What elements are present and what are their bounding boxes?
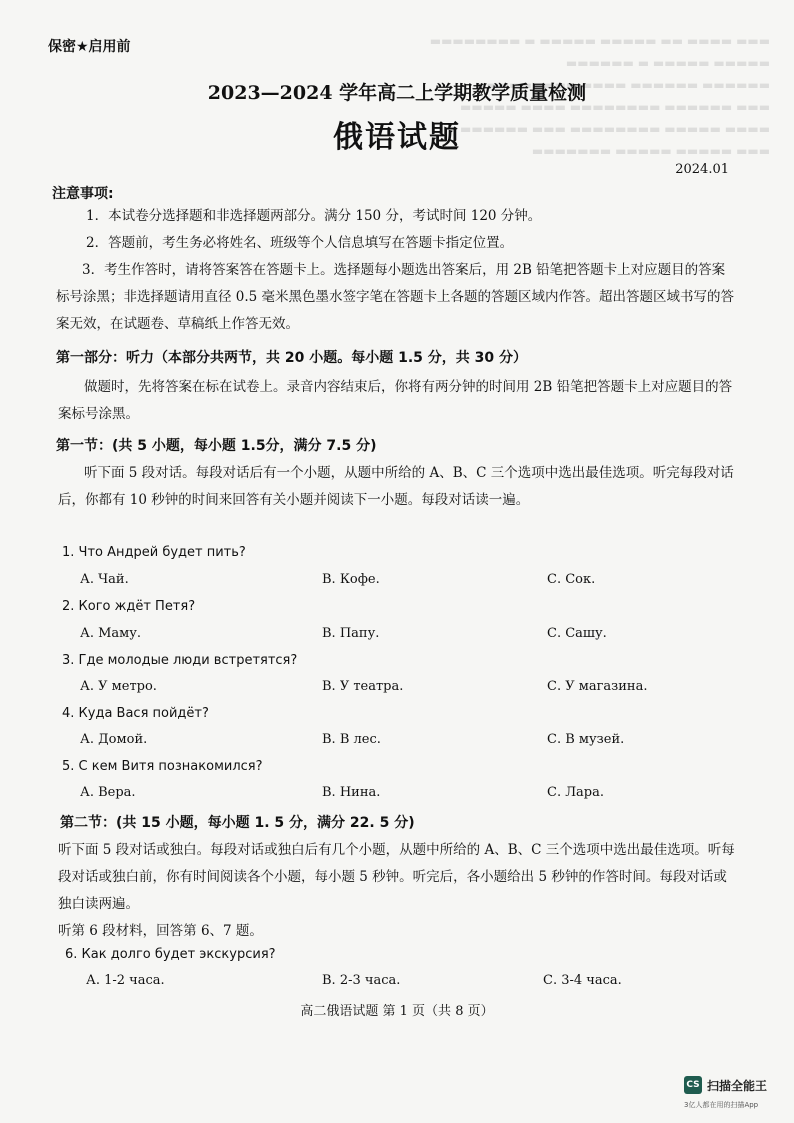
question-2-option-a: А. Маму.	[80, 626, 142, 641]
question-1-option-a: А. Чай.	[80, 572, 129, 587]
question-3-option-c: С. У магазина.	[547, 679, 648, 694]
notes-heading: 注意事项:	[52, 186, 114, 202]
question-3-option-a: А. У метро.	[80, 679, 157, 694]
section2-heading: 第二节：(共 15 小题，每小题 1. 5 分，满分 22. 5 分)	[60, 815, 415, 831]
bleed-through-text: ▬▬▬ ▬▬▬▬ ▬▬ ▬▬▬▬▬ ▬▬▬▬▬ ▬ ▬▬▬▬▬▬▬▬ ▬▬▬▬▬ ▬▬▬▬▬ ▬ ▬▬▬▬▬▬ ▬▬▬▬▬▬ ▬▬▬▬▬▬ ▬▬▬▬ ▬▬▬▬▬▬▬▬▬ ▬▬▬ ▬▬▬▬▬▬ ▬▬▬▬▬▬▬▬ ▬▬▬▬ ▬▬▬▬▬ ▬▬▬▬ ▬▬▬▬▬ ▬▬▬▬▬▬▬▬ ▬▬▬ ▬▬▬▬▬▬ ▬▬▬ ▬▬▬▬▬ ▬▬▬▬▬ ▬▬▬▬▬▬▬	[429, 34, 770, 158]
question-5: 5. С кем Витя познакомился?	[62, 759, 263, 774]
section1-heading: 第一节：(共 5 小题，每小题 1.5分，满分 7.5 分)	[56, 438, 377, 454]
subject-title: 俄语试题	[333, 120, 461, 155]
exam-date: 2024.01	[675, 162, 729, 177]
question-2: 2. Кого ждёт Петя?	[62, 599, 196, 614]
question-6-option-a: А. 1-2 часа.	[86, 973, 165, 988]
question-4-option-a: А. Домой.	[80, 732, 148, 747]
question-6-option-b: В. 2-3 часа.	[322, 973, 401, 988]
question-1-option-c: С. Сок.	[547, 572, 596, 587]
question-3-option-b: В. У театра.	[322, 679, 404, 694]
confidential-label: 保密★启用前	[48, 39, 131, 55]
scanner-app-tagline: 3亿人都在用的扫描App	[684, 1101, 759, 1109]
question-1-option-b: В. Кофе.	[322, 572, 380, 587]
scanner-logo	[684, 1076, 767, 1094]
question-6-option-c: С. 3-4 часа.	[543, 973, 622, 988]
part1-instruction: 做题时，先将答案在标在试卷上。录音内容结束后，你将有两分钟的时间用 2B 铅笔把答题卡上对应题目的答案标号涂黑。	[58, 379, 733, 422]
question-2-option-c: С. Сашу.	[547, 626, 607, 641]
section1-instruction: 听下面 5 段对话。每段对话后有一个小题，从题中所给的 A、B、C 三个选项中选出最佳选项。听完每段对话后，你都有 10 秒钟的时间来回答有关小题并阅读下一小题。每段对话读一遍。	[58, 465, 734, 508]
question-3: 3. Где молодые люди встретятся?	[62, 653, 298, 668]
scanner-app-name: 扫描全能王	[707, 1078, 768, 1093]
question-4-option-b: В. В лес.	[322, 732, 381, 747]
notes-item-2: 2．答题前，考生务必将姓名、班级等个人信息填写在答题卡指定位置。	[86, 235, 514, 251]
part1-heading: 第一部分：听力（本部分共两节，共 20 小题。每小题 1.5 分，共 30 分）	[56, 350, 528, 366]
question-1: 1. Что Андрей будет пить?	[62, 545, 246, 560]
question-5-option-c: С. Лара.	[547, 785, 605, 800]
question-6: 6. Как долго будет экскурсия?	[65, 947, 276, 962]
page-footer: 高二俄语试题 第 1 页（共 8 页）	[300, 1004, 494, 1019]
material-6-instruction: 听第 6 段材料，回答第 6、7 题。	[58, 923, 263, 939]
notes-item-1: 1．本试卷分选择题和非选择题两部分。满分 150 分，考试时间 120 分钟。	[86, 208, 542, 224]
question-4: 4. Куда Вася пойдёт?	[62, 706, 209, 721]
cs-logo-icon: CS	[684, 1076, 702, 1094]
question-5-option-a: А. Вера.	[80, 785, 136, 800]
question-4-option-c: С. В музей.	[547, 732, 625, 747]
exam-title: 2023—2024 学年高二上学期教学质量检测	[207, 82, 587, 104]
question-5-option-b: В. Нина.	[322, 785, 381, 800]
question-2-option-b: В. Папу.	[322, 626, 380, 641]
notes-item-3: 3．考生作答时，请将答案答在答题卡上。选择题每小题选出答案后，用 2B 铅笔把答题卡上对应题目的答案标号涂黑；非选择题请用直径 0.5 毫米黑色墨水签字笔在答题卡上各题的答题区域内作答。超出答题区域书写的答案无效，在试题卷、草稿纸上作答无效。	[56, 262, 735, 332]
section2-instruction: 听下面 5 段对话或独白。每段对话或独白后有几个小题，从题中所给的 A、B、C 三个选项中选出最佳选项。听每段对话或独白前，你有时间阅读各个小题，每小题 5 秒钟。听完后，各小题给出 5 秒钟的作答时间。每段对话或独白读两遍。	[58, 842, 735, 912]
